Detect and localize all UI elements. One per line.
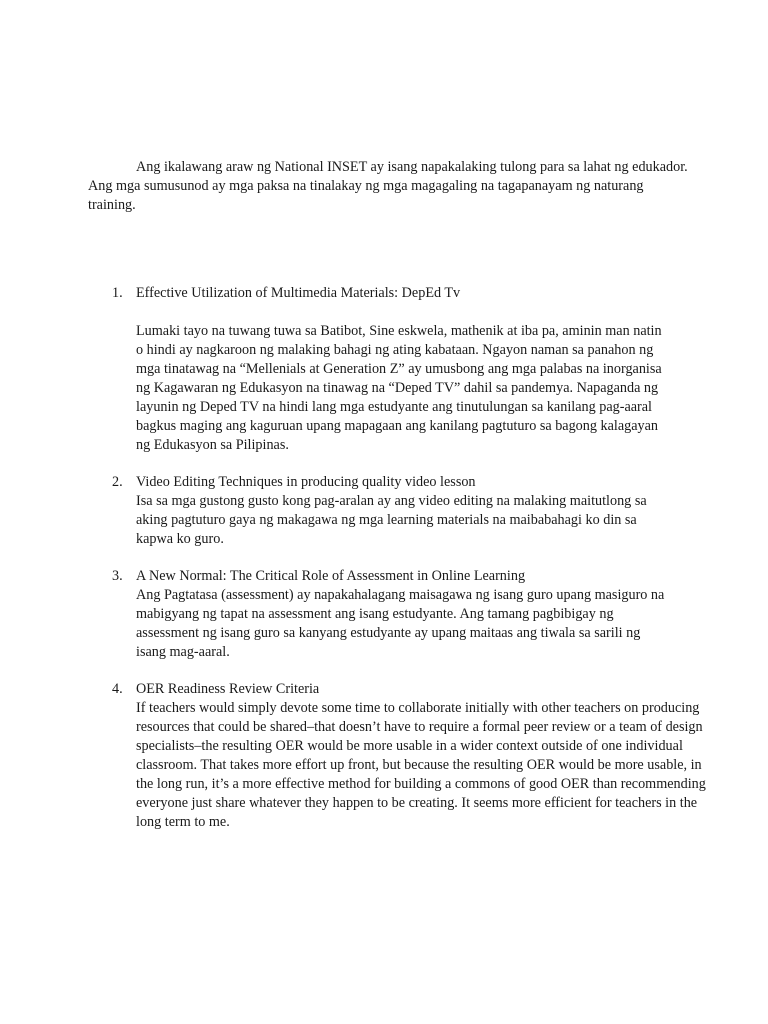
item-number: 1.	[112, 285, 123, 301]
list-item	[0, 284, 768, 455]
item-body: Lumaki tayo na tuwang tuwa sa Batibot, Sine eskwela, mathenik at iba pa, aminin man natin o hindi ay nagkaroon ng malaking bahagi ng ating kabataan. Ngayon naman sa panahon ng mga tinatawag na “Mellenials at Generation Z” ay umusbong ang mga palabas na inorganisa ng Kagawaran ng Edukasyon na tinawag na “Deped TV” dahil sa pandemya. Napaganda ng layunin ng Deped TV na hindi lang mga estudyante ang tinutulungan sa kanilang pag-aaral bagkus maging ang kaguruan upang mapagaan ang kanilang pagtuturo sa bagong kalagayan ng Edukasyon sa Pilipinas.	[136, 323, 662, 453]
item-title: Video Editing Techniques in producing quality video lesson	[136, 474, 476, 490]
list-item	[0, 473, 768, 549]
item-number: 2.	[112, 474, 123, 490]
intro-paragraph: Ang ikalawang araw ng National INSET ay isang napakalaking tulong para sa lahat ng edukador. Ang mga sumusunod ay mga paksa na tinalakay ng mga magagaling na tagapanayam ng naturang training.	[88, 159, 688, 213]
topic-list	[0, 284, 768, 850]
item-number: 4.	[112, 681, 123, 697]
item-title: A New Normal: The Critical Role of Assessment in Online Learning	[136, 568, 526, 584]
item-title: Effective Utilization of Multimedia Materials: DepEd Tv	[136, 285, 461, 301]
item-title: OER Readiness Review Criteria	[136, 681, 320, 697]
item-body: Isa sa mga gustong gusto kong pag-aralan ay ang video editing na malaking maitutlong sa aking pagtuturo gaya ng makagawa ng mga learning materials na maibabahagi ko din sa kapwa ko guro.	[136, 493, 647, 547]
item-body: Ang Pagtatasa (assessment) ay napakahalagang maisagawa ng isang guro upang masiguro na mabigyang ng tapat na assessment ang isang estudyante. Ang tamang pagbibigay ng assessment ng isang guro sa kanyang estudyante ay upang maitaas ang tiwala sa sarili ng isang mag-aaral.	[136, 587, 665, 660]
item-body: If teachers would simply devote some time to collaborate initially with other teachers on producing resources that could be shared–that doesn’t have to require a formal peer review or a team of design specialists–the resulting OER would be more usable in a wider context outside of one individual classroom. That takes more effort up front, but because the resulting OER would be more usable, in the long run, it’s a more effective method for building a commons of good OER than recommending everyone just share whatever they happen to be creating. It seems more efficient for teachers in the long term to me.	[136, 700, 706, 830]
list-item	[0, 567, 768, 662]
item-number: 3.	[112, 568, 123, 584]
list-item	[0, 680, 768, 832]
